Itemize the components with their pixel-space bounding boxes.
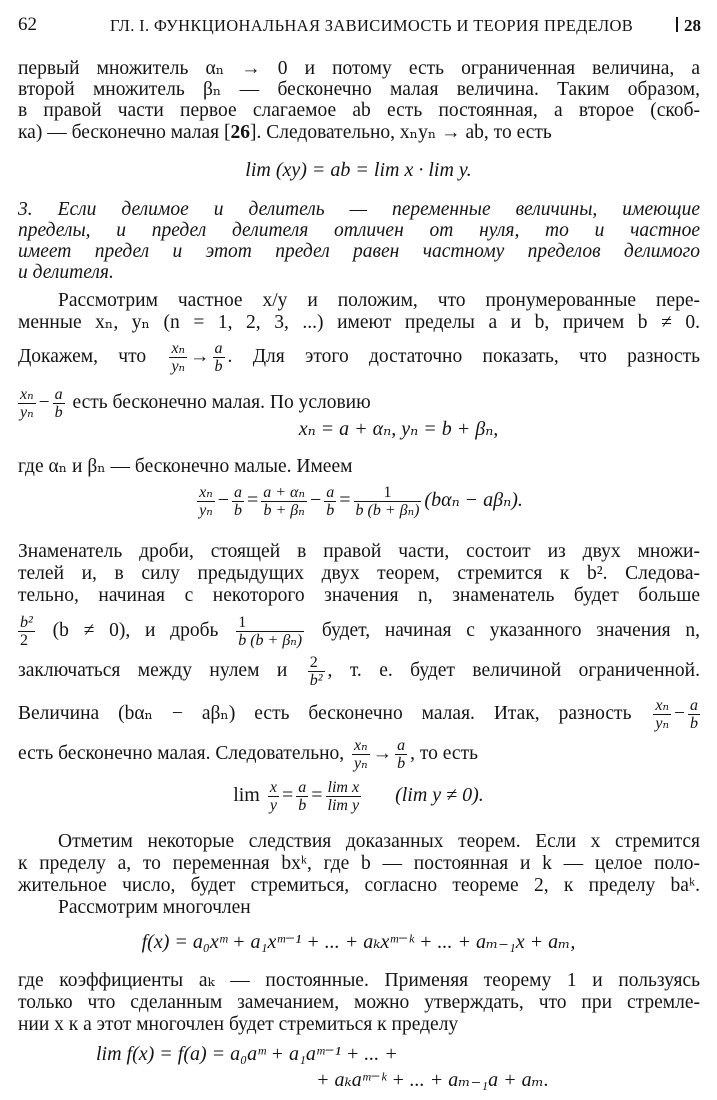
fraction: $\frac{\text{xₙ}}{\text{yₙ}}$ [354, 737, 368, 772]
fraction: $\frac{\text{xₙ}}{\text{yₙ}}$ [655, 697, 669, 732]
fraction: $\frac{x}{y}$ [269, 779, 277, 814]
text-line-with-fractions: Величина (bαₙ − aβₙ) есть бесконечно малая. Итак, разность $\frac{\text{xₙ}}{\text{yₙ}}$ − $\frac{a}{b}$ [18, 697, 698, 732]
fraction: $\frac{a}{b}$ [690, 697, 698, 732]
fraction: $\frac{\text{xₙ}}{\text{yₙ}}$ [199, 484, 213, 519]
equation-limit-quotient: lim $\frac{x}{y}$ = $\frac{a}{b}$ = $\frac{\text{lim x}}{\text{lim y}}$ (lim y ≠ 0). [233, 779, 484, 814]
text-line-with-fractions: есть бесконечно малая. Следовательно, $\frac{\text{xₙ}}{\text{yₙ}}$ → $\frac{a}{b}$ , то есть [18, 737, 478, 772]
text-line: телей и, в силу предыдущих двух теорем, стремится к b². Следова- [18, 563, 700, 584]
text-line: нии x к a этот многочлен будет стремиться к пределу [18, 1014, 459, 1035]
fraction: $\frac{2}{\text{b²}}$ [309, 654, 323, 689]
fraction: $\frac{\text{a + αₙ}}{\text{b + βₙ}}$ [263, 484, 305, 519]
equation-polynomial: f(x) = a₀xᵐ + a₁xᵐ⁻¹ + ... + aₖxᵐ⁻ᵏ + ... + aₘ₋₁x + aₘ, [141, 931, 576, 953]
text-line: второй множитель βₙ — бесконечно малая величина. Таким образом, [18, 79, 700, 100]
text-line: первый множитель αₙ → 0 и потому есть ограниченная величина, а [18, 58, 700, 79]
theorem-line: 3. Если делимое и делитель — переменные величины, имеющие [18, 199, 700, 220]
text-line: где коэффициенты aₖ — постоянные. Применяя теорему 1 и пользуясь [18, 970, 700, 991]
equation-conditions: xₙ = a + αₙ, yₙ = b + βₙ, [298, 418, 499, 440]
fraction: $\frac{\text{xₙ}}{\text{yₙ}}$ [171, 340, 186, 375]
text-line: Рассмотрим многочлен [58, 897, 251, 918]
equation-difference: $\frac{\text{xₙ}}{\text{yₙ}}$ − $\frac{a}{b}$ = $\frac{\text{a + αₙ}}{\text{b + βₙ}}$ − $\frac{a}{b}$ = $\frac{1}{\text{b (b + βₙ)}}$ (bαₙ − aβₙ). [199, 484, 523, 519]
theorem-line: имеет предел и этот предел равен частному пределов делимого [18, 241, 700, 262]
page-number: 62 [18, 14, 37, 35]
text-line-with-fractions: заключаться между нулем и $\frac{2}{\text{b²}}$ , т. е. будет величиной ограниченной. [18, 654, 700, 689]
fraction: $\frac{a}{b}$ [214, 340, 223, 375]
fraction: $\frac{\text{b²}}{2}$ [20, 614, 33, 649]
text-line-with-fractions: $\frac{\text{b²}}{2}$ (b ≠ 0), и дробь $\frac{1}{\text{b (b + βₙ)}}$ будет, начиная с указанного значения n, [20, 614, 701, 649]
text-line: Знаменатель дроби, стоящей в правой части, состоит из двух множи- [18, 541, 700, 562]
text-line: где αₙ и βₙ — бесконечно малые. Имеем [18, 456, 353, 477]
fraction: $\frac{a}{b}$ [397, 737, 406, 772]
running-header [18, 14, 701, 40]
theorem-line: пределы, и предел делителя отличен от нуля, то и частное [18, 220, 700, 241]
fraction: $\frac{1}{\text{b (b + βₙ)}}$ [238, 614, 303, 649]
reference-number: 26 [230, 122, 251, 143]
text-line: тельно, начиная с некоторого значения n, знаменатель будет больше [18, 585, 700, 606]
text-line: менные xₙ, yₙ (n = 1, 2, 3, ...) имеют пределы a и b, причем b ≠ 0. [18, 312, 700, 333]
text-line: Отметим некоторые следствия доказанных теорем. Если x стремится [58, 831, 700, 852]
text-line-with-fractions: Докажем, что $\frac{\text{xₙ}}{\text{yₙ}}$ → $\frac{a}{b}$ . Для этого достаточно показать, что разность [18, 340, 701, 375]
fraction: $\frac{\text{lim x}}{\text{lim y}}$ [327, 779, 360, 814]
section-number: 28 [684, 16, 701, 35]
fraction: $\frac{a}{b}$ [326, 484, 335, 519]
fraction: $\frac{a}{b}$ [298, 779, 307, 814]
text-line: в правой части первое слагаемое ab есть постоянная, а второе (скоб- [18, 100, 700, 121]
equation-limit-product: lim (xy) = ab = lim x · lim y. [245, 159, 472, 181]
text-line: только что сделанным замечанием, можно утверждать, что при стремле- [18, 992, 700, 1013]
text-line: к пределу a, то переменная bxᵏ, где b — постоянная и k — целое поло- [18, 853, 700, 874]
equation-polynomial-limit-line-2: + aₖaᵐ⁻ᵏ + ... + aₘ₋₁a + aₘ. [316, 1069, 549, 1091]
section-marker [676, 16, 701, 36]
text-line-with-fractions: $\frac{\text{xₙ}}{\text{yₙ}}$ − $\frac{a}{b}$ есть бесконечно малая. По условию [20, 386, 371, 421]
fraction: $\frac{a}{b}$ [54, 386, 63, 421]
text-line: жительное число, будет стремиться, согласно теореме 2, к пределу baᵏ. [18, 875, 700, 896]
equation-polynomial-limit-line-1: lim f(x) = f(a) = a₀aᵐ + a₁aᵐ⁻¹ + ... + [96, 1043, 398, 1065]
chapter-title: ГЛ. I. ФУНКЦИОНАЛЬНАЯ ЗАВИСИМОСТЬ И ТЕОРИЯ ПРЕДЕЛОВ [110, 16, 634, 35]
text-line: ка) — бесконечно малая [26]. Следовательно, xₙyₙ → ab, то есть [18, 122, 552, 143]
text-line: Рассмотрим частное x/y и положим, что пронумерованные пере- [58, 290, 700, 311]
fraction: $\frac{\text{xₙ}}{\text{yₙ}}$ [20, 386, 34, 421]
fraction: $\frac{1}{\text{b (b + βₙ)}}$ [355, 484, 420, 519]
fraction: $\frac{a}{b}$ [233, 484, 242, 519]
theorem-line: и делителя. [18, 262, 114, 283]
